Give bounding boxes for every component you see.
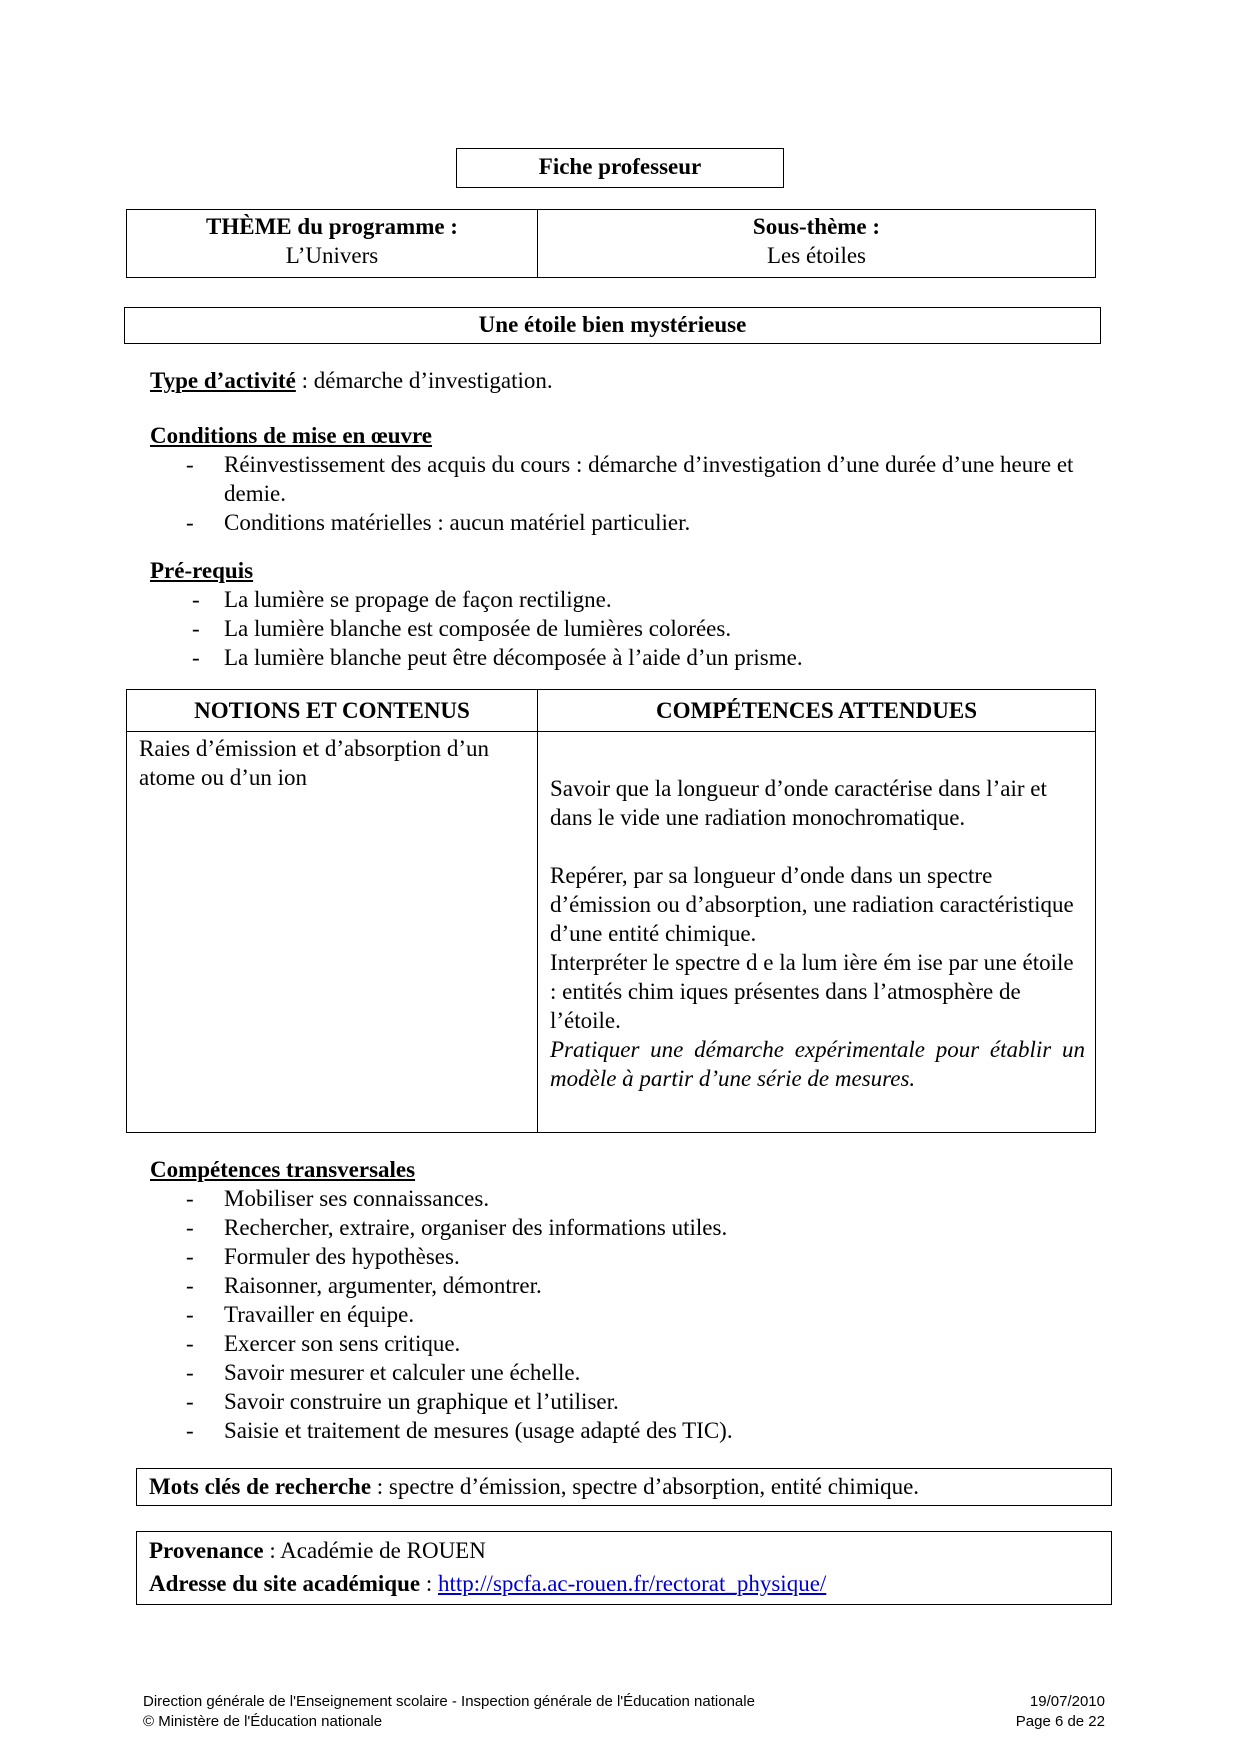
competence-4: Pratiquer une démarche expérimentale pour établir un modèle à partir d’une série de mesures. (550, 1037, 1085, 1091)
footer-date: 19/07/2010 (1029, 1693, 1105, 1710)
prereq-section (150, 556, 1080, 672)
theme-table (126, 209, 1096, 278)
keywords-label: Mots clés de recherche (149, 1474, 372, 1499)
list-item: - Réinvestissement des acquis du cours : démarche d’investigation d’une durée d’une heure et demie. (150, 450, 1080, 508)
theme-label: THÈME du programme : (206, 214, 458, 239)
transversal-title: Compétences transversales (150, 1157, 416, 1182)
competences-header: COMPÉTENCES ATTENDUES (538, 690, 1096, 732)
notions-header: NOTIONS ET CONTENUS (127, 690, 538, 732)
provenance-box (136, 1531, 1112, 1605)
notion-text: Raies d’émission et d’absorption d’un atome ou d’un ion (139, 736, 490, 790)
site-label: Adresse du site académique (149, 1571, 421, 1596)
list-item: - Savoir construire un graphique et l’utiliser. (150, 1387, 1080, 1416)
activity-title: Une étoile bien mystérieuse (478, 312, 747, 337)
footer-line-1: Direction générale de l'Enseignement scolaire - Inspection générale de l'Éducation nationale (143, 1693, 755, 1710)
list-item: - Formuler des hypothèses. (150, 1242, 1080, 1271)
conditions-list (0, 450, 1080, 537)
activity-type-value: : démarche d’investigation. (295, 368, 553, 393)
list-item: - Conditions matérielles : aucun matériel particulier. (150, 508, 1080, 537)
site-link[interactable]: http://spcfa.ac-rouen.fr/rectorat_physique/ (438, 1571, 827, 1596)
list-item: - Saisie et traitement de mesures (usage adapté des TIC). (150, 1416, 1080, 1445)
transversal-list (150, 1184, 1080, 1445)
footer-right (960, 1692, 1105, 1732)
activity-type-label: Type d’activité (150, 368, 296, 393)
notions-table (126, 689, 1096, 1133)
prereq-list (150, 585, 1080, 672)
list-item: - Raisonner, argumenter, démontrer. (150, 1271, 1080, 1300)
list-item: - Exercer son sens critique. (150, 1329, 1080, 1358)
footer-line-2: © Ministère de l'Éducation nationale (143, 1713, 383, 1730)
prereq-title: Pré-requis (150, 558, 254, 583)
keywords-box (136, 1468, 1112, 1506)
list-item: - Savoir mesurer et calculer une échelle. (150, 1358, 1080, 1387)
competences-cell (538, 732, 1096, 1133)
provenance-value: : Académie de ROUEN (263, 1538, 486, 1563)
site-line (149, 1567, 1099, 1600)
activity-title-box (124, 307, 1101, 344)
conditions-section (150, 421, 1080, 537)
list-item: - Travailler en équipe. (150, 1300, 1080, 1329)
competence-2: Repérer, par sa longueur d’onde dans un spectre d’émission ou d’absorption, une radiation caractéristique d’une entité chimique. (550, 863, 1074, 946)
provenance-line (149, 1534, 1099, 1567)
provenance-label: Provenance (149, 1538, 264, 1563)
subtheme-cell (538, 210, 1096, 278)
list-item: - La lumière se propage de façon rectiligne. (150, 585, 1080, 614)
fiche-title: Fiche professeur (538, 154, 702, 179)
list-item: - La lumière blanche est composée de lumières colorées. (150, 614, 1080, 643)
subtheme-label: Sous-thème : (752, 214, 881, 239)
footer-page: Page 6 de 22 (1015, 1713, 1105, 1730)
footer-left (143, 1692, 943, 1732)
notion-cell (127, 732, 538, 1133)
subtheme-value: Les étoiles (767, 243, 866, 268)
transversal-section (150, 1155, 1080, 1445)
competence-1: Savoir que la longueur d’onde caractérise dans l’air et dans le vide une radiation monochromatique. (550, 776, 1047, 830)
activity-type (150, 366, 1100, 395)
theme-value: L’Univers (285, 243, 379, 268)
list-item: - Mobiliser ses connaissances. (150, 1184, 1080, 1213)
competence-3: Interpréter le spectre d e la lum ière ém ise par une étoile : entités chim iques présentes dans l’atmosphère de l’étoile. (550, 950, 1074, 1033)
theme-cell (127, 210, 538, 278)
conditions-title: Conditions de mise en œuvre (150, 423, 432, 448)
list-item: - La lumière blanche peut être décomposée à l’aide d’un prisme. (150, 643, 1080, 672)
fiche-title-box (456, 148, 784, 188)
list-item: - Rechercher, extraire, organiser des informations utiles. (150, 1213, 1080, 1242)
site-separator: : (420, 1571, 438, 1596)
keywords-value: : spectre d’émission, spectre d’absorption, entité chimique. (371, 1474, 920, 1499)
